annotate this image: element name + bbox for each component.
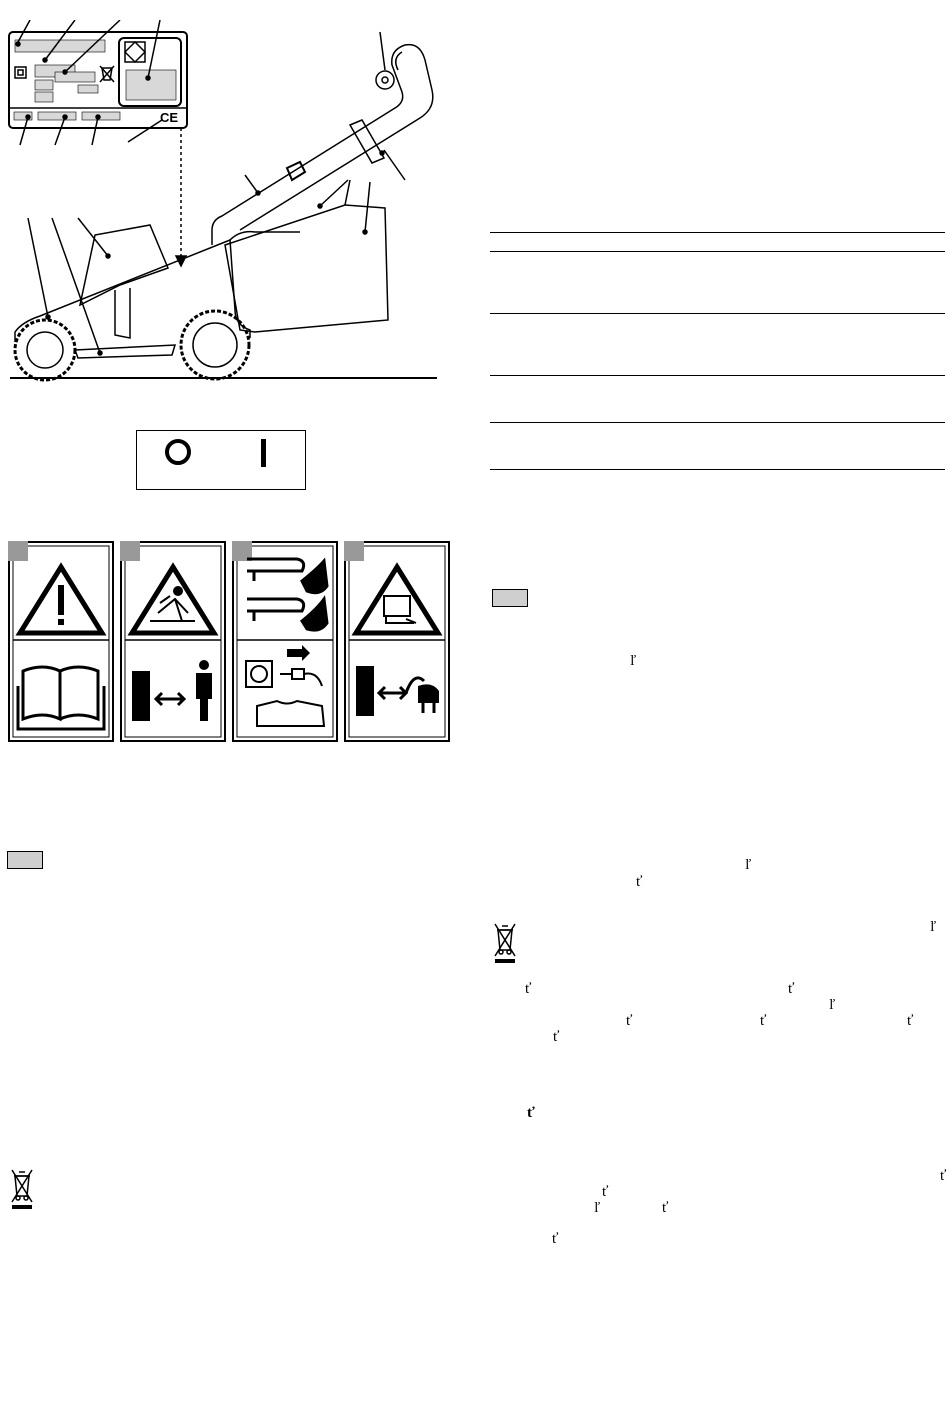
table-rule-bottom [490, 469, 945, 470]
glyph-t-caron: ť [907, 1013, 914, 1029]
switch-panel [136, 430, 306, 490]
glyph-t-caron: ť [788, 981, 795, 997]
blades-unplug-manual-icon [232, 541, 338, 742]
glyph-l-caron: ľ [829, 997, 836, 1013]
cable-keep-away-icon [344, 541, 450, 742]
warning-panels [8, 541, 450, 742]
warning-read-manual-icon [8, 541, 114, 742]
glyph-t-caron: ť [760, 1013, 767, 1029]
section-marker-left [7, 851, 43, 869]
glyph-t-caron: ť [626, 1013, 633, 1029]
off-symbol [165, 439, 191, 465]
table-rule [490, 313, 945, 314]
table-rule [490, 422, 945, 423]
table-rule-top [490, 232, 945, 233]
svg-text:CE: CE [160, 110, 179, 125]
glyph-t-caron: ť [602, 1184, 609, 1200]
glyph-l-caron: ľ [630, 653, 637, 669]
glyph-l-caron: ľ [745, 857, 752, 873]
crossed-out-bin-icon-right [493, 922, 517, 964]
lawnmower-diagram [0, 20, 445, 390]
glyph-t-caron: ť [662, 1200, 669, 1216]
glyph-t-caron: ť [553, 1029, 560, 1045]
section-marker-right [492, 589, 528, 607]
glyph-l-caron: ľ [930, 919, 937, 935]
glyph-t-caron: ť [940, 1168, 947, 1184]
thrown-objects-keep-distance-icon [120, 541, 226, 742]
glyph-l-caron: ľ [594, 1200, 601, 1216]
on-symbol [261, 439, 266, 467]
table-rule [490, 375, 945, 376]
table-rule-header [490, 251, 945, 252]
glyph-t-caron-bold: ť [527, 1105, 535, 1121]
glyph-t-caron: ť [525, 981, 532, 997]
glyph-t-caron: ť [636, 874, 643, 890]
glyph-t-caron: ť [552, 1231, 559, 1247]
crossed-out-bin-icon [10, 1168, 34, 1210]
